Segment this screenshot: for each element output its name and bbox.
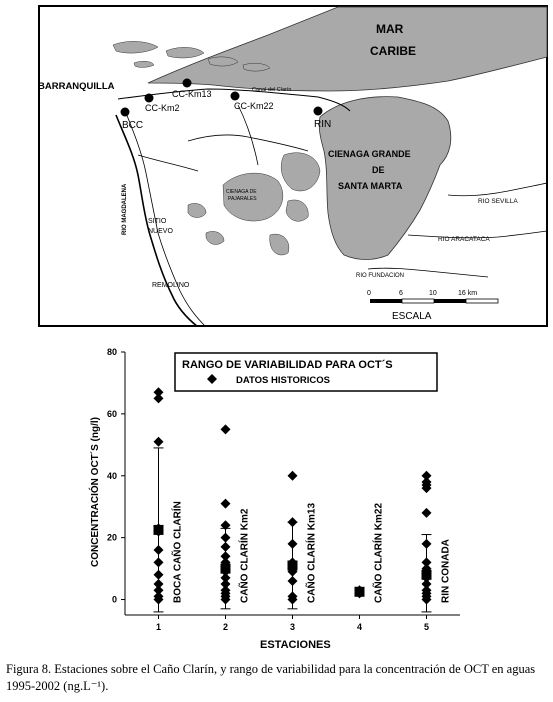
- data-point: [154, 437, 164, 447]
- scale-tick-1: 6: [399, 290, 403, 297]
- cienaga-label-3: SANTA MARTA: [338, 181, 403, 191]
- location-map: [38, 5, 548, 327]
- data-point: [154, 570, 164, 580]
- data-point: [288, 517, 298, 527]
- station-km2-marker: [145, 94, 154, 103]
- data-point: [154, 393, 164, 403]
- scale-tick-3: 16 km: [458, 290, 478, 297]
- station-rin-label: RIN: [314, 119, 332, 130]
- y-axis-label: CONCENTRACIÓN OCT´S (ng/l): [90, 417, 101, 567]
- x-axis-label: ESTACIONES: [260, 639, 331, 651]
- station-label: CAÑO CLARÍN Km13: [306, 502, 318, 603]
- station-label: CAÑO CLARÍN Km2: [239, 508, 251, 603]
- figure-caption: Figura 8. Estaciones sobre el Caño Clarín, y rango de variabilidad para la concentración de OCT en aguas 1995-2002 (ng.L⁻¹).: [6, 662, 536, 693]
- station-bcc-marker: [121, 108, 130, 117]
- data-point: [422, 508, 432, 518]
- data-point: [288, 539, 298, 549]
- y-tick-label: 80: [106, 347, 117, 357]
- pajarales-label-2: PAJARALES: [228, 196, 257, 202]
- legend-label: DATOS HISTORICOS: [236, 375, 330, 386]
- station-km13-label: CC-Km13: [172, 89, 212, 99]
- data-point: [221, 424, 231, 434]
- rio-magdalena-label: RIO MAGDALENA: [122, 183, 128, 235]
- city-label: BARRANQUILLA: [38, 81, 115, 92]
- data-point: [221, 499, 231, 509]
- pajarales-label-1: CIENAGA DE: [226, 189, 257, 195]
- y-tick-label: 60: [106, 408, 117, 419]
- station-km13-marker: [183, 79, 192, 88]
- sea-label-1: MAR: [376, 22, 404, 36]
- oct-variability-chart: [0, 335, 553, 655]
- sea-label-2: CARIBE: [370, 44, 417, 58]
- station-bcc-label: BCC: [122, 120, 144, 131]
- canal-label: Canal del Clarín: [252, 87, 292, 93]
- rio-aracataca-label: RIO ARACATACA: [438, 236, 490, 243]
- sitio-nuevo-label-2: NUEVO: [148, 228, 173, 235]
- remolino-label: REMOLINO: [152, 282, 190, 289]
- x-tick-label: 1: [155, 622, 162, 632]
- rio-sevilla-label: RIO SEVILLA: [478, 198, 518, 205]
- y-tick-label: 40: [106, 470, 117, 481]
- station-km22-marker: [231, 92, 240, 101]
- scale-tick-0: 0: [367, 290, 371, 297]
- cienaga-label-2: DE: [372, 165, 385, 175]
- station-label: RIN CONADA: [440, 539, 452, 603]
- data-point: [288, 576, 298, 586]
- x-tick-label: 2: [222, 622, 229, 632]
- scale-label: ESCALA: [392, 311, 432, 322]
- station-label: BOCA CAÑO CLARÍN: [172, 501, 184, 603]
- data-point: [288, 471, 298, 481]
- cienaga-label-1: CIENAGA GRANDE: [328, 149, 411, 159]
- scale-tick-2: 10: [429, 290, 437, 297]
- station-label: CAÑO CLARÍN Km22: [373, 502, 385, 603]
- scale-bar: [370, 299, 498, 303]
- data-point: [221, 542, 231, 552]
- station-rin-marker: [314, 107, 323, 116]
- data-point: [154, 545, 164, 555]
- y-tick-label: 20: [106, 532, 117, 543]
- sitio-nuevo-label-1: SITIO: [148, 218, 167, 225]
- x-tick-label: 4: [356, 622, 363, 632]
- rio-fundacion-label: RIO FUNDACION: [356, 273, 404, 279]
- data-point: [221, 533, 231, 543]
- data-point: [154, 557, 164, 567]
- chart-title: RANGO DE VARIABILIDAD PARA OCT´S: [182, 359, 393, 371]
- x-tick-label: 3: [289, 622, 296, 632]
- y-tick-label: 0: [111, 594, 117, 605]
- station-km22-label: CC-Km22: [234, 101, 274, 111]
- x-tick-label: 5: [423, 622, 430, 632]
- data-point: [422, 539, 432, 549]
- station-km2-label: CC-Km2: [145, 103, 180, 113]
